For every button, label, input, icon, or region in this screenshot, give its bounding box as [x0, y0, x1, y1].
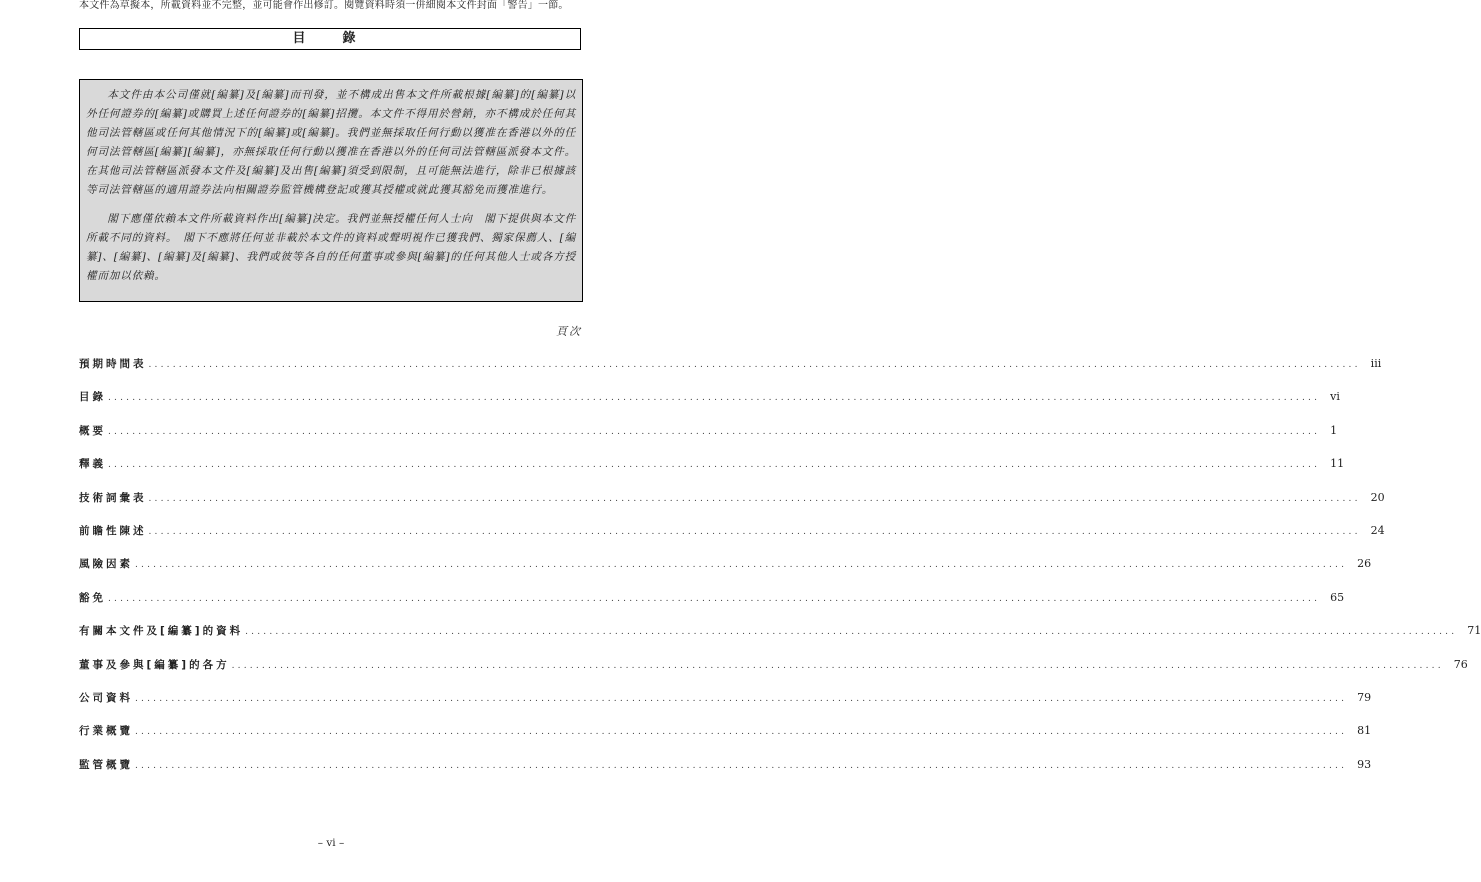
- toc-entry-page: 81: [1357, 724, 1372, 738]
- toc-entry-title: 前瞻性陳述: [79, 524, 147, 537]
- toc-dot-leader: ........................................................................................................................................................................................................: [135, 760, 1348, 771]
- toc-entry[interactable]: [79, 723, 1372, 756]
- toc-entry-title: 行業概覽: [79, 725, 133, 738]
- toc-entry-page: 24: [1370, 523, 1385, 537]
- toc-entry-title: 風險因素: [79, 558, 133, 571]
- toc-entry-title: 預期時間表: [79, 358, 147, 370]
- toc-entry[interactable]: [79, 623, 1481, 656]
- toc-dot-leader: ........................................................................................................................................................................................................: [108, 593, 1321, 604]
- toc-entry-page: 26: [1357, 557, 1372, 571]
- toc-entry-page: iii: [1370, 357, 1382, 370]
- toc-entry[interactable]: [79, 556, 1372, 589]
- toc-entry[interactable]: [79, 356, 1382, 389]
- disclaimer-paragraph-2: 閣下應僅依賴本文件所載資料作出[編纂]決定。我們並無授權任何人士向 閣下提供與本文件所載不同的資料。 閣下不應將任何並非載於本文件的資料或聲明視作已獲我們、獨家保薦人、[編纂]、[編纂]、[編纂]及[編纂]、我們或彼等各自的任何董事或參與[編纂]的任何其他人士或各方授權而加以依賴。: [86, 213, 576, 282]
- toc-entry-title: 有關本文件及[編纂]的資料: [79, 625, 244, 638]
- toc-entry-page: vi: [1330, 390, 1340, 404]
- toc-entry-page: 1: [1330, 423, 1338, 437]
- table-of-contents: [79, 356, 1481, 790]
- toc-entry-page: 93: [1357, 757, 1372, 771]
- toc-dot-leader: ........................................................................................................................................................................................................: [135, 560, 1348, 571]
- toc-entry[interactable]: [79, 690, 1372, 723]
- toc-entry[interactable]: [79, 590, 1345, 623]
- toc-entry[interactable]: [79, 523, 1385, 556]
- toc-entry-title: 豁免: [79, 591, 106, 604]
- page-column-label: 頁次: [556, 325, 582, 338]
- toc-entry[interactable]: [79, 423, 1338, 456]
- toc-entry-page: 20: [1370, 490, 1385, 504]
- toc-entry-page: 71: [1467, 624, 1481, 638]
- toc-entry-page: 76: [1453, 657, 1468, 671]
- toc-dot-leader: ........................................................................................................................................................................................................: [108, 426, 1321, 437]
- draft-warning-header: 本文件為草擬本，所載資料並不完整，並可能會作出修訂。閱覽資料時須一併細閱本文件封面「警告」一節。: [79, 0, 569, 11]
- toc-dot-leader: ........................................................................................................................................................................................................: [148, 493, 1361, 504]
- toc-entry-title: 目錄: [79, 391, 106, 404]
- disclaimer-notice: [79, 79, 583, 302]
- toc-entry-title: 董事及參與[編纂]的各方: [79, 658, 230, 671]
- disclaimer-paragraph-1: 本文件由本公司僅就[編纂]及[編纂]而刊發，並不構成出售本文件所載根據[編纂]的[編纂]以外任何證券的[編纂]或購買上述任何證券的[編纂]招攬。本文件不得用於營銷，亦不構成於任何其他司法管轄區或任何其他情況下的[編纂]或[編纂]。我們並無採取任何行動以獲准在香港以外的任何司法管轄區[編纂][編纂]，亦無採取任何行動以獲准在香港以外的任何司法管轄區派發本文件。在其他司法管轄區派發本文件及[編纂]及出售[編纂]須受到限制，且可能無法進行，除非已根據該等司法管轄區的適用證券法向相關證券監管機構登記或獲其授權或就此獲其豁免而獲准進行。: [86, 89, 576, 196]
- toc-entry[interactable]: [79, 456, 1345, 489]
- toc-dot-leader: ........................................................................................................................................................................................................: [231, 660, 1444, 671]
- toc-dot-leader: ........................................................................................................................................................................................................: [135, 727, 1348, 738]
- toc-entry[interactable]: [79, 389, 1340, 422]
- toc-dot-leader: ........................................................................................................................................................................................................: [148, 526, 1361, 537]
- toc-dot-leader: ........................................................................................................................................................................................................: [245, 627, 1458, 638]
- toc-entry-title: 技術詞彙表: [79, 491, 147, 504]
- toc-entry-title: 公司資料: [79, 691, 133, 704]
- toc-dot-leader: ........................................................................................................................................................................................................: [108, 460, 1321, 471]
- toc-entry-page: 65: [1330, 590, 1345, 604]
- toc-dot-leader: ........................................................................................................................................................................................................: [148, 360, 1361, 370]
- toc-entry-title: 概要: [79, 424, 106, 437]
- toc-entry-title: 釋義: [79, 458, 106, 471]
- toc-entry-page: 11: [1330, 457, 1345, 471]
- page-number: – vi –: [317, 837, 345, 849]
- page-title: 目 錄: [79, 28, 581, 50]
- toc-dot-leader: ........................................................................................................................................................................................................: [135, 693, 1348, 704]
- toc-entry[interactable]: [79, 757, 1372, 790]
- toc-dot-leader: ........................................................................................................................................................................................................: [108, 393, 1321, 404]
- toc-entry-page: 79: [1357, 690, 1372, 704]
- toc-entry-title: 監管概覽: [79, 758, 133, 771]
- toc-entry[interactable]: [79, 657, 1468, 690]
- toc-entry[interactable]: [79, 490, 1385, 523]
